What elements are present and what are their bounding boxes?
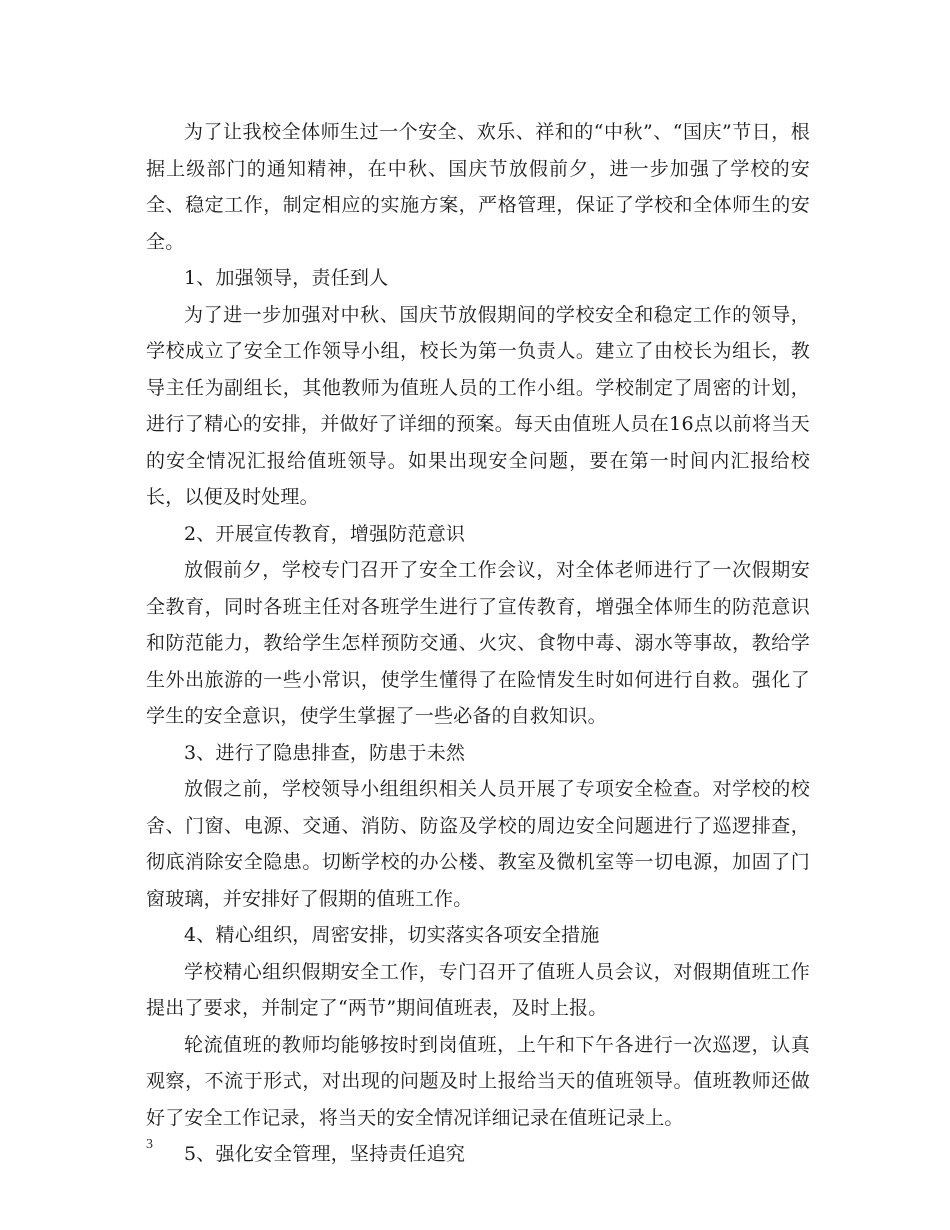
section-heading-4: 4、精心组织，周密安排，切实落实各项安全措施 [184,924,600,946]
section-3-paragraph: 放假之前，学校领导小组组织相关人员开展了专项安全检查。对学校的校舍、门窗、电源、交通、消防、防盗及学校的周边安全问题进行了巡逻排查，彻底消除安全隐患。切断学校的办公楼、教室及微机室等一切电源，加固了门窗玻璃，并安排好了假期的值班工作。 [146,778,810,910]
document-body [146,114,810,1173]
page-number: 3 [146,1137,153,1152]
section-2-paragraph: 放假前夕，学校专门召开了安全工作会议，对全体老师进行了一次假期安全教育，同时各班主任对各班学生进行了宣传教育，增强全体师生的防范意识和防范能力，教给学生怎样预防交通、火灾、食物中毒、溺水等事故，教给学生外出旅游的一些小常识，使学生懂得了在险情发生时如何进行自救。强化了学生的安全意识，使学生掌握了一些必备的自救知识。 [146,559,810,727]
intro-paragraph: 为了让我校全体师生过一个安全、欢乐、祥和的“中秋”、“国庆”节日，根据上级部门的通知精神，在中秋、国庆节放假前夕，进一步加强了学校的安全、稳定工作，制定相应的实施方案，严格管理，保证了学校和全体师生的安全。 [146,121,810,253]
section-4-paragraph-1: 学校精心组织假期安全工作，专门召开了值班人员会议，对假期值班工作提出了要求，并制定了“两节”期间值班表，及时上报。 [146,960,810,1019]
section-heading-1: 1、加强领导，责任到人 [184,267,389,289]
section-4-paragraph-2: 轮流值班的教师均能够按时到岗值班，上午和下午各进行一次巡逻，认真观察，不流于形式，对出现的问题及时上报给当天的值班领导。值班教师还做好了安全工作记录，将当天的安全情况详细记录在值班记录上。 [146,1033,810,1129]
section-1-paragraph: 为了进一步加强对中秋、国庆节放假期间的学校安全和稳定工作的领导，学校成立了安全工作领导小组，校长为第一负责人。建立了由校长为组长，教导主任为副组长，其他教师为值班人员的工作小组。学校制定了周密的计划，进行了精心的安排，并做好了详细的预案。每天由值班人员在16点以前将当天的安全情况汇报给值班领导。如果出现安全问题，要在第一时间内汇报给校长，以便及时处理。 [146,303,810,508]
section-heading-3: 3、进行了隐患排查，防患于未然 [184,741,466,764]
section-heading-2: 2、开展宣传教育，增强防范意识 [184,522,466,545]
section-heading-5: 5、强化安全管理，坚持责任追究 [184,1143,466,1165]
